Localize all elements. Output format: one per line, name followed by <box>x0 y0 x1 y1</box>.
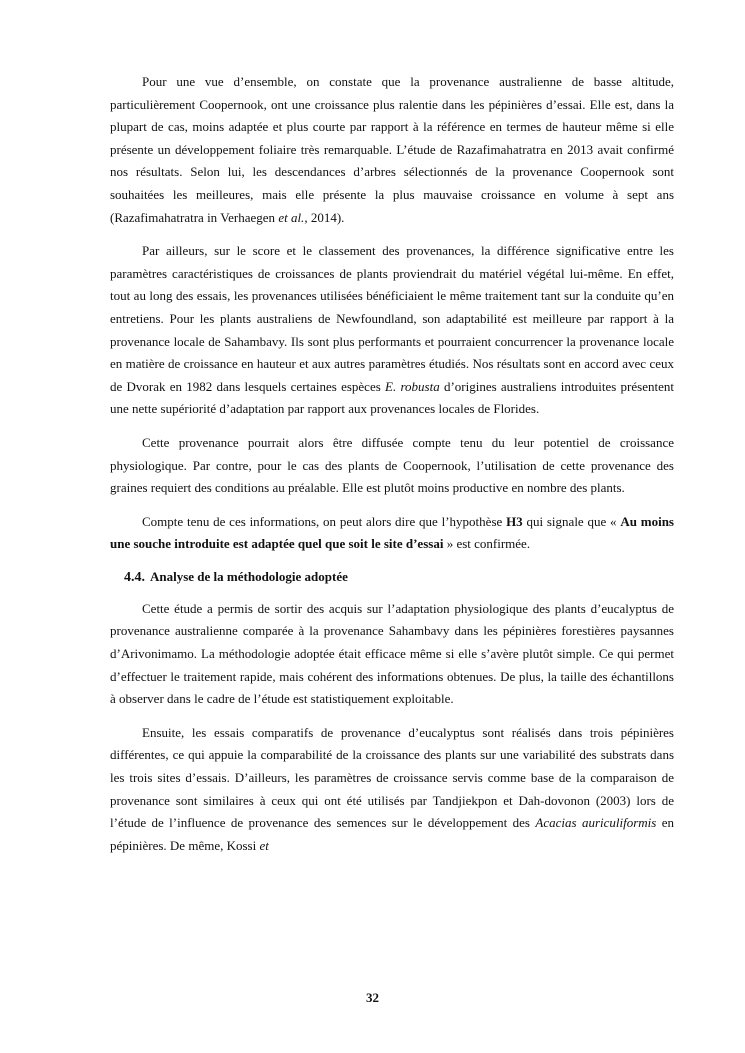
italic-segment: et <box>259 837 269 853</box>
section-heading <box>124 567 674 588</box>
bold-segment: H3 <box>506 513 523 529</box>
section-title: Analyse de la méthodologie adoptée <box>150 568 348 584</box>
paragraph-3 <box>110 432 674 500</box>
text-segment: d’origines australiens introduites présentent une nette supériorité d’adaptation par rapport aux provenances locales de Florides. <box>110 378 674 417</box>
paragraphs-before <box>110 71 674 556</box>
page-number: 32 <box>366 990 379 1005</box>
text-segment: Pour une vue d’ensemble, on constate que la provenance australienne de basse altitude, particulièrement Coopernook, ont une croissance plus ralentie dans les pépinières d’essai. Elle est, dans la plupart de cas, moins adaptée et plus courte par rapport à la référence en termes de hauteur même si elle présente un développement foliaire très remarquable. L’étude de Razafimahatratra en 2013 avait confirmé nos résultats. Selon lui, les descendances d’arbres sélectionnés de la provenance Coopernook sont souhaitées les meilleures, mais elle présente la plus mauvaise croissance en volume à sept ans (Razafimahatratra in Verhaegen <box>110 74 674 225</box>
text-segment: qui signale que « <box>522 513 621 529</box>
paragraph-1 <box>110 71 674 229</box>
paragraph-6 <box>110 722 674 858</box>
paragraphs-after <box>110 598 674 858</box>
text-segment: , 2014). <box>304 209 345 225</box>
paragraph-4 <box>110 511 674 556</box>
text-segment: » est confirmée. <box>443 536 531 552</box>
italic-segment: E. robusta <box>385 378 440 394</box>
document-page <box>110 71 674 868</box>
italic-segment: et al. <box>278 209 305 225</box>
paragraph-5 <box>110 598 674 711</box>
bold-segment: Au moins une souche introduite est adaptée quel que soit le site d’essai <box>110 513 674 552</box>
italic-segment: Acacias auriculiformis <box>535 815 657 831</box>
text-segment: Cette provenance pourrait alors être diffusée compte tenu du leur potentiel de croissance physiologique. Par contre, pour le cas des plants de Coopernook, l’utilisation de cette provenance des graines requiert des conditions au préalable. Elle est plutôt moins productive en nombre des plants. <box>110 434 674 496</box>
text-segment: Cette étude a permis de sortir des acquis sur l’adaptation physiologique des plants d’eucalyptus de provenance australienne comparée à la provenance Sahambavy dans les pépinières forestières paysannes d’Arivonimamo. La méthodologie adoptée était efficace même si elle s’avère plutôt simple. Ce qui permet d’effectuer le traitement rapide, mais cohérent des informations obtenues. De plus, la taille des échantillons à observer dans le cadre de l’étude est statistiquement exploitable. <box>110 600 674 707</box>
text-segment: en pépinières. De même, Kossi <box>110 815 675 853</box>
text-segment: Compte tenu de ces informations, on peut alors dire que l’hypothèse <box>142 513 507 529</box>
paragraph-2 <box>110 240 674 421</box>
section-number: 4.4. <box>124 569 145 585</box>
text-segment: Par ailleurs, sur le score et le classement des provenances, la différence significative entre les paramètres caractéristiques de croissances de plants proviendrait du matériel végétal lui-même. En effet, tout au long des essais, les provenances utilisées bénéficiaient le même traitement tant sur la conduite qu’en entretiens. Pour les plants australiens de Newfoundland, son adaptabilité est meilleure par rapport à la provenance locale de Sahambavy. Ils sont plus performants et pourraient concurrencer la provenance locale en matière de croissance en hauteur et aux autres paramètres étudiés. Nos résultats sont en accord avec ceux de Dvorak en 1982 dans lesquels certaines espèces <box>110 243 674 394</box>
text-segment: Ensuite, les essais comparatifs de provenance d’eucalyptus sont réalisés dans trois pépinières différentes, ce qui appuie la comparabilité de la croissance des plants sur une variabilité des substrats dans les trois sites d’essais. D’ailleurs, les paramètres de croissance servis comme base de la comparaison de provenance sont similaires à ceux qui ont été utilisés par Tandjiekpon et Dah-dovonon (2003) lors de l’étude de l’influence de provenance des semences sur le développement des <box>110 724 674 831</box>
